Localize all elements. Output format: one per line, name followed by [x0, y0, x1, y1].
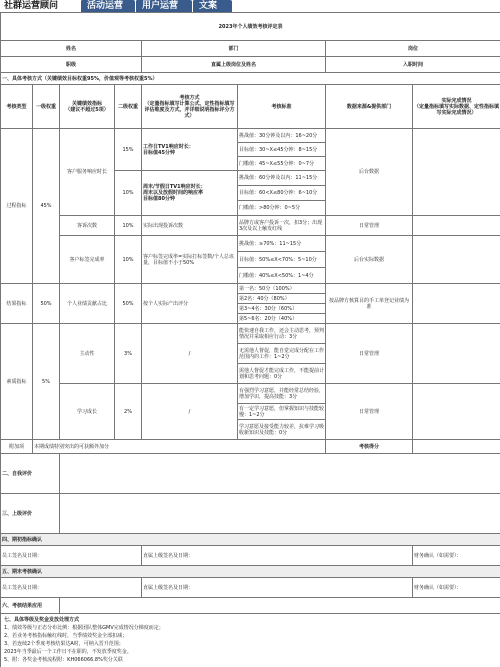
weight-initiative: 3% [115, 324, 142, 384]
form-title: 2023年个人绩效考核评定表 [1, 13, 500, 41]
actual-learning[interactable] [413, 384, 500, 440]
evaluation-table [0, 12, 500, 667]
result-application-area[interactable] [60, 598, 500, 614]
header-type: 考核类型 [1, 85, 33, 129]
source-complaints: 日常管理 [326, 216, 413, 236]
weight-complaints: 10% [115, 216, 142, 236]
rule-line: 5、附：各奖金考核流程附：KH066066.8%奖分关联 [4, 657, 123, 663]
section-7-title: 七、具体等级及奖金发放处理方式 [4, 617, 80, 623]
standard-cell: 门槛值：45~X≤55分钟：0~7分 [238, 157, 326, 171]
actual-tag-rate[interactable] [413, 236, 500, 284]
method-tag-rate: 客户标签完成率=实际打标签数/个人总该量，目标值不小于50% [142, 236, 238, 284]
quality-weight: 5% [33, 324, 60, 440]
weight-learning: 2% [115, 384, 142, 440]
result-type: 结果指标 [1, 284, 33, 324]
rule-line: 1、绩效等级与正态分布比例：根据团队整体GMV完成情况分梯度而定； [4, 625, 164, 631]
weight-response-workday: 15% [115, 129, 142, 171]
header-kpi: 关键绩效指标 （建议不超过5项） [60, 85, 115, 129]
standard-cell: 第3~4名：30分（60%） [238, 304, 326, 314]
tab-user-ops[interactable]: 用户运营 [135, 0, 192, 12]
source-tag-rate: 后台实际数据 [326, 236, 413, 284]
sign-fin-1[interactable]: 财务确认（如需要）： [413, 546, 500, 566]
bonus-text: 本期成绩特别突出的可获额外加分 [33, 440, 326, 454]
quality-type: 素质指标 [1, 324, 33, 440]
method-complaints: 实际出现投诉次数 [142, 216, 238, 236]
standard-cell: 门槛值：>80分钟：0~5分 [238, 201, 326, 216]
standard-cell: 目标值：60<X≤80分钟：6~10分 [238, 186, 326, 201]
actual-performance-share[interactable] [413, 284, 500, 324]
rule-line: 3、若连续2个季度考核结果达A时，可纳入晋升范围； [4, 641, 124, 647]
score-value[interactable] [413, 440, 500, 454]
tab-community-advisor[interactable]: 社群运营顾问 [0, 0, 76, 12]
kpi-complaints: 客诉次数 [60, 216, 115, 236]
sup-eval-label: 三、上级评价 [1, 494, 60, 534]
actual-response[interactable] [413, 129, 500, 216]
source-learning: 日常管理 [326, 384, 413, 440]
standard-cell: 无需他人督促，能自觉完成分配在工作范围内的工作：1~2分 [238, 344, 326, 364]
sign-emp-1[interactable]: 员工签名及日期： [1, 546, 142, 566]
header-method: 考核方式 （定量指标填写计算公式、定性指标填写评估维度及方式，并详细说明指标评分方式） [142, 85, 238, 129]
kpi-response-time: 客户服务响应时长 [60, 129, 115, 216]
standard-cell: 能快速自我工作，还会主动思考，预判情况并采取相应行动：3分 [238, 324, 326, 344]
process-type: 过程指标 [1, 129, 33, 284]
name-label: 姓名 [1, 41, 142, 57]
header-source: 数据来源&提供部门 [326, 85, 413, 129]
weight-performance-share: 50% [115, 284, 142, 324]
header-weight-2: 二级权重 [115, 85, 142, 129]
sign-sup-1[interactable]: 直属上级签名及日期： [142, 546, 413, 566]
standard-cell: 目标值：30~X≤45分钟：8~15分 [238, 143, 326, 157]
process-weight: 45% [33, 129, 60, 284]
rule-line: 2023年当季最后一个工作日不在职的，不发放季度奖金。 [4, 649, 132, 655]
weight-tag-rate: 10% [115, 236, 142, 284]
section-7 [1, 614, 500, 667]
header-weight-1: 一级权重 [33, 85, 60, 129]
source-performance-share: 按品牌方核算目的手工单登记业绩为准 [326, 284, 413, 324]
tab-activity-ops[interactable]: 活动运营 [80, 0, 135, 12]
sign-emp-2[interactable]: 员工签名及日期： [1, 578, 142, 598]
join-date-label: 入职时间 [326, 57, 500, 73]
position-label: 岗位 [326, 41, 500, 57]
standard-cell: 品牌方或客户投诉一次，扣3分；出现3次及以上触发红线 [238, 216, 326, 236]
method-performance-share: 按个人实际产出评分 [142, 284, 238, 324]
standard-cell: 学习意愿及接受能力较差，抗难学习吸收新知识及技能：0分 [238, 420, 326, 440]
source-initiative: 日常管理 [326, 324, 413, 384]
self-eval-label: 二、自我评价 [1, 454, 60, 494]
standard-cell: 有强烈学习意愿，并能经常总结经验，增加学识，提高技能：3分 [238, 384, 326, 404]
sign-fin-2[interactable]: 财务确认（如需要）： [413, 578, 500, 598]
bonus-type: 附加项 [1, 440, 33, 454]
standard-cell: 第2名：40分（80%） [238, 294, 326, 304]
job-level-label: 职级 [1, 57, 142, 73]
kpi-learning: 学习成长 [60, 384, 115, 440]
standard-cell: 需他人督促才能完成工作，不能提前计划和思考问题：0分 [238, 364, 326, 384]
section-4-title: 四、期初指标确认 [1, 534, 500, 546]
standard-cell: 门槛值：40%≤X<50%：1~4分 [238, 268, 326, 284]
standard-cell: 挑战值：60分钟及以内：11~15分 [238, 171, 326, 186]
source-response: 后台数据 [326, 129, 413, 216]
supervisor-label: 直属上级岗位及姓名 [142, 57, 326, 73]
dept-label: 部门 [142, 41, 326, 57]
sup-eval-area[interactable] [60, 494, 500, 534]
header-actual: 实际完成情况 （定量指标填写实际数据、定性指标填写实际完成情况） [413, 85, 500, 129]
standard-cell: 挑战值：30分钟及以内：16~20分 [238, 129, 326, 143]
tab-copywriting[interactable]: 文案 [192, 0, 232, 12]
section-5-title: 五、期末考核确认 [1, 566, 500, 578]
section-6-title: 六、考核结果应用 [1, 598, 60, 614]
standard-cell: 目标值：50%≤X<70%：5~10分 [238, 252, 326, 268]
result-weight: 50% [33, 284, 60, 324]
score-label: 考核得分 [326, 440, 413, 454]
method-learning: / [142, 384, 238, 440]
standard-cell: 有一定学习意愿，但掌握知识与技能较慢：1~2分 [239, 405, 325, 418]
weight-response-weekend: 10% [115, 171, 142, 216]
method-response-weekend: 周末/节假日TV1响应时长： 周末以及放假时间的响应率 目标值80分钟 [142, 171, 238, 216]
sheet-tab-bar [0, 0, 500, 12]
kpi-performance-share: 个人业绩贡献占比 [60, 284, 115, 324]
kpi-tag-rate: 客户标签完成率 [60, 236, 115, 284]
standard-cell: 第一名：50分（100%） [238, 284, 326, 294]
section-1-title: 一、具体考核方式（关键绩效目标权重95%，价值观等考核权重5%） [1, 73, 500, 85]
method-response-workday: 工作日TV1响应时长： 目标值45分钟 [142, 129, 238, 171]
standard-cell: 挑战值：≥70%：11~15分 [238, 236, 326, 252]
sign-sup-2[interactable]: 直属上级签名及日期： [142, 578, 413, 598]
kpi-initiative: 主动性 [60, 324, 115, 384]
rule-line: 2、若业务考核指标触红线时，当季绩效奖金全部扣减； [4, 633, 128, 639]
method-initiative: / [142, 324, 238, 384]
actual-initiative[interactable] [413, 324, 500, 384]
header-standard: 考核标准 [238, 85, 326, 129]
actual-complaints[interactable] [413, 216, 500, 236]
spreadsheet [0, 12, 500, 667]
self-eval-area[interactable] [60, 454, 500, 494]
standard-cell: 第5~6名：20分（40%） [238, 314, 326, 324]
